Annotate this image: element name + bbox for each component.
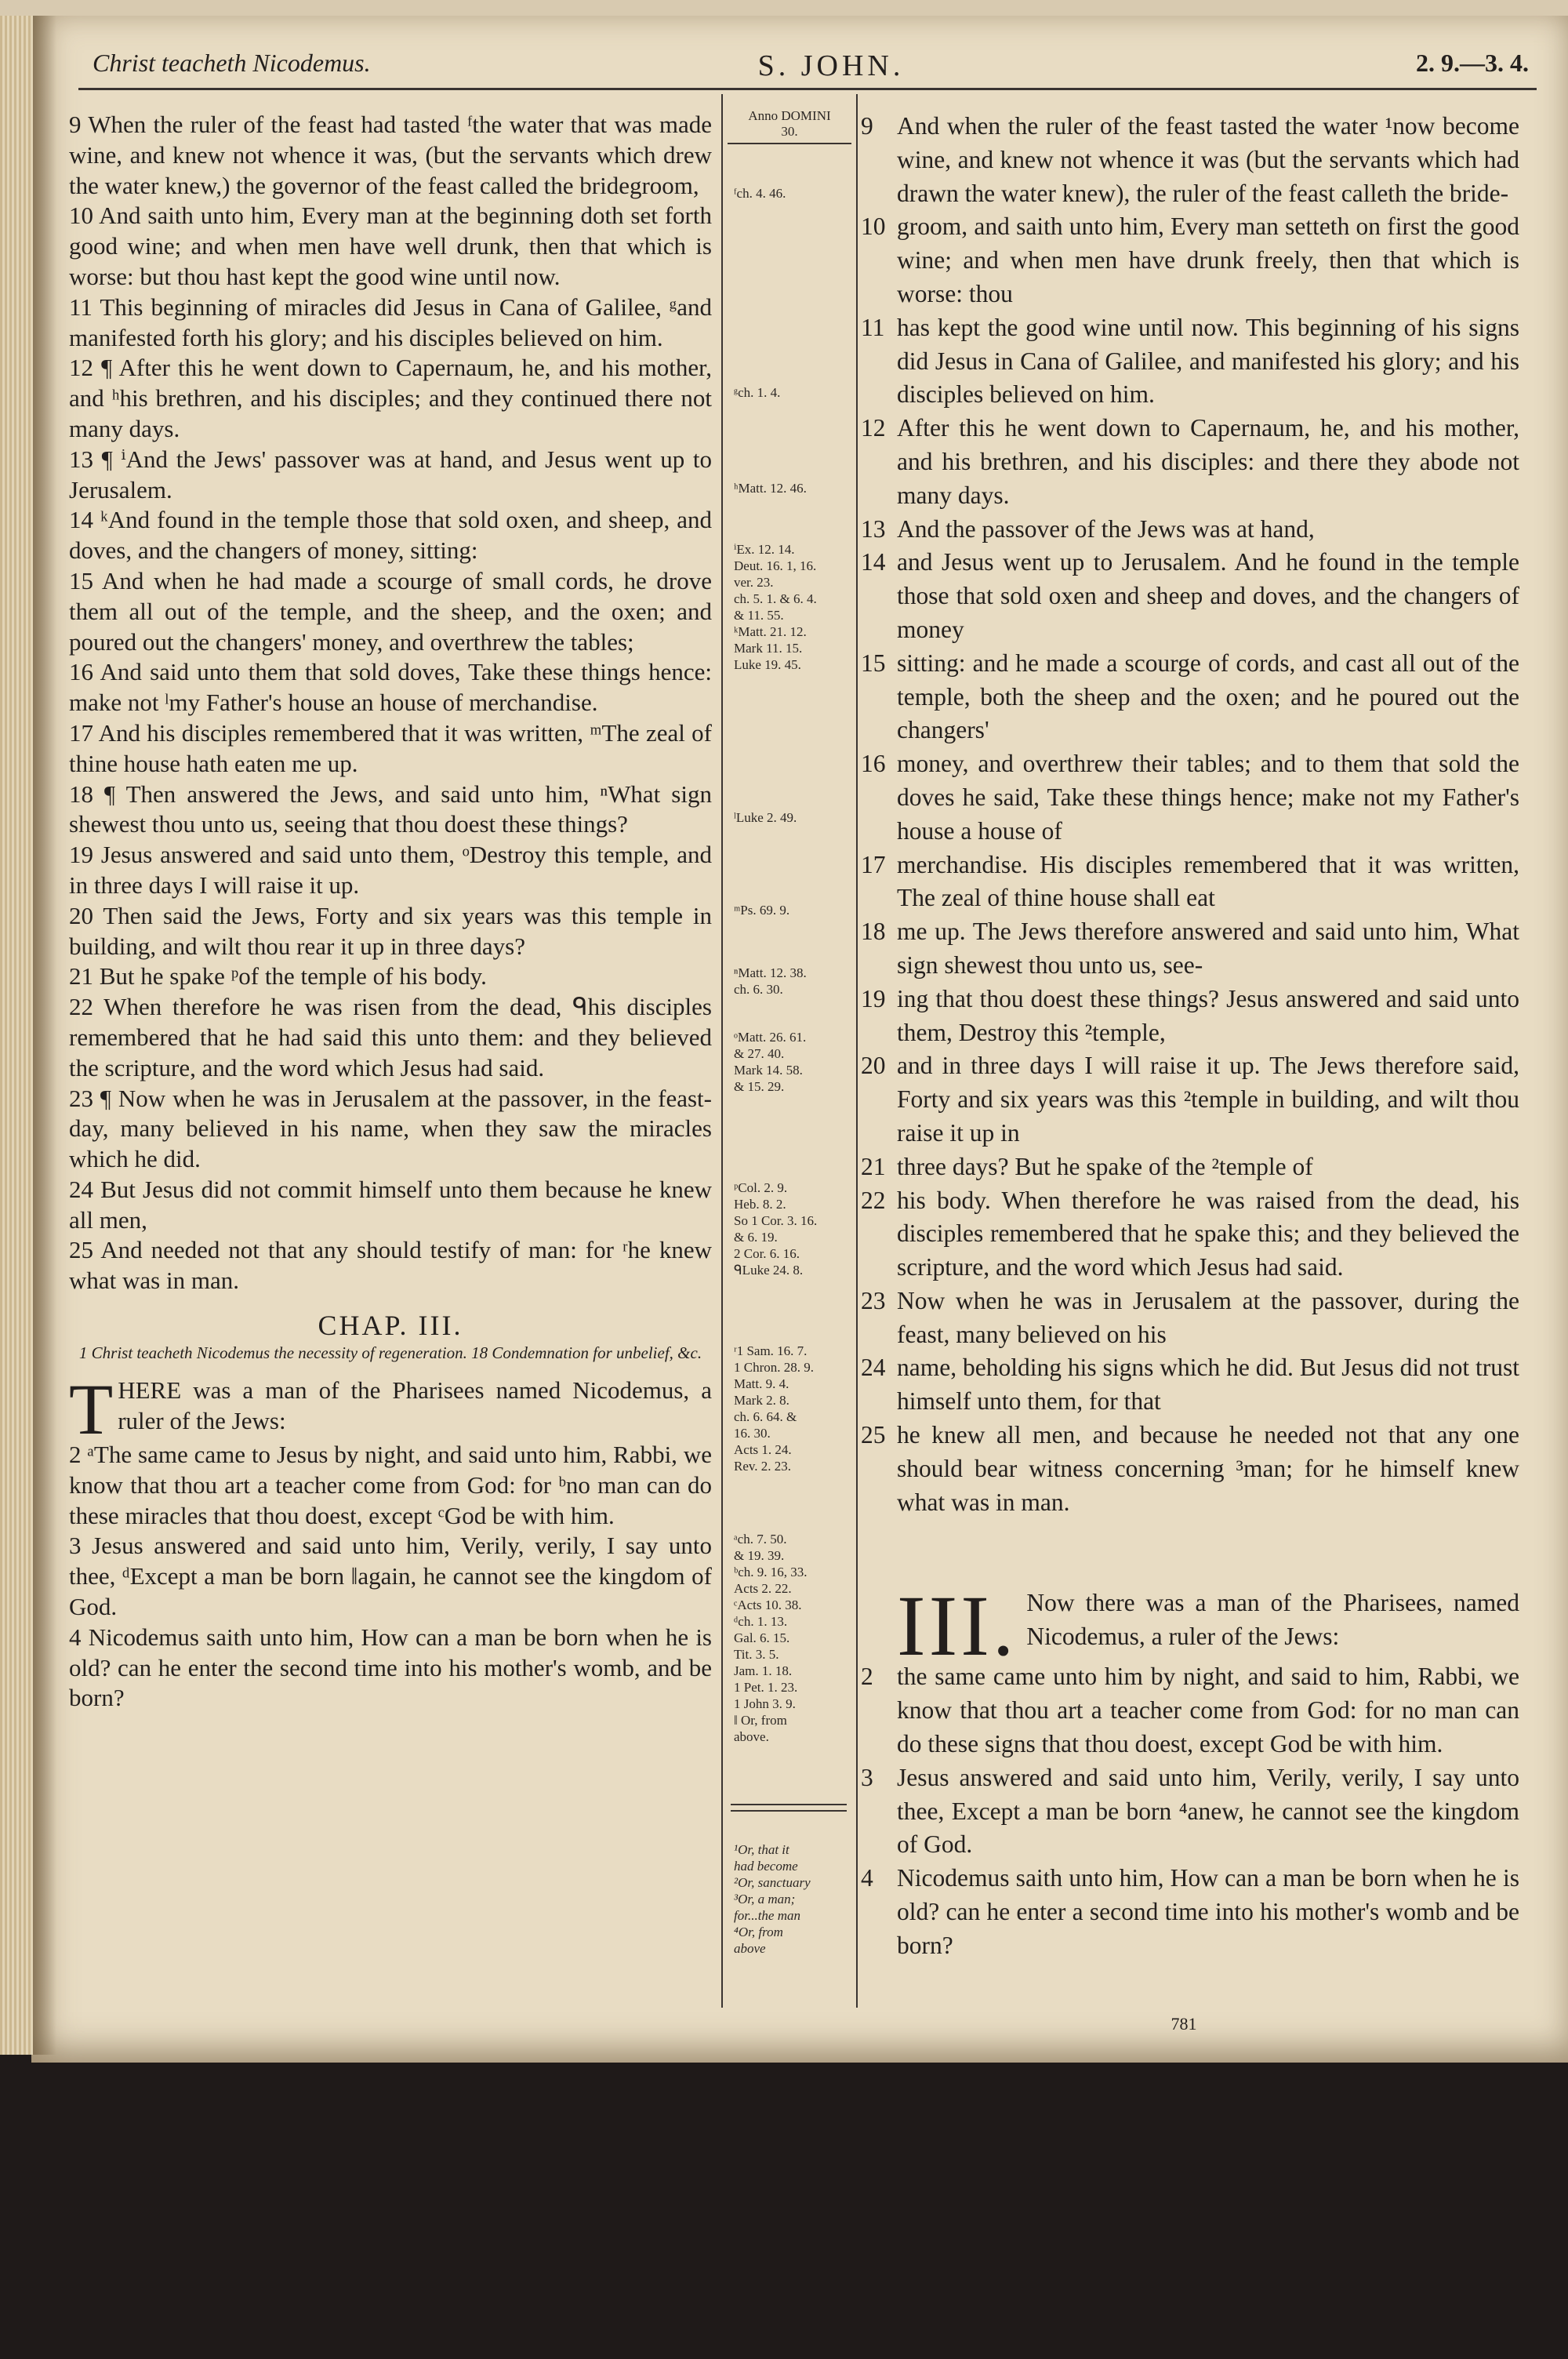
verse-rv-14 [861,546,1519,646]
verse-rv-3-2 [861,1660,1519,1761]
margin-ref-o: ᵒMatt. 26. 61. & 27. 40. Mark 14. 58. & 15. 29. [734,1030,807,1094]
verse-rv-19 [861,983,1519,1050]
verse-av-19: 19 Jesus answered and said unto them, ᵒDestroy this temple, and in three days I will raise it up. [69,841,712,899]
verse-rv-12 [861,412,1519,512]
verse-text: has kept the good wine until now. This beginning of his signs did Jesus in Cana of Galilee, and manifested his glory; and his disciples believed on him. [897,313,1519,409]
verse-rv-22 [861,1184,1519,1285]
verse-av-13: 13 ¶ ⁱAnd the Jews' passover was at hand, and Jesus went up to Jerusalem. [69,445,712,503]
verse-av-23: 23 ¶ Now when he was in Jerusalem at the passover, in the feast-day, many believed in his name, when they saw the miracles which he did. [69,1084,712,1173]
verse-number: 25 [861,1421,886,1449]
verse-rv-3-3 [861,1761,1519,1862]
margin-ref-n: ⁿMatt. 12. 38. ch. 6. 30. [734,965,807,997]
rv-margin-notes: ¹Or, that it had become ²Or, sanctuary ³Or, a man; for...the man ⁴Or, from above [734,1842,811,1956]
margin-ref-m: ᵐPs. 69. 9. [734,903,790,918]
verse-av-3-2: 2 ᵃThe same came to Jesus by night, and said unto him, Rabbi, we know that thou art a teacher come from God: for ᵇno man can do these miracles that thou doest, except ᶜGod be with him. [69,1441,712,1529]
verse-number: 10 [861,213,886,241]
verse-number: 13 [861,514,886,543]
verse-rv-17 [861,849,1519,916]
margin-ref-r: ʳ1 Sam. 16. 7. 1 Chron. 28. 9. Matt. 9. 4. Mark 2. 8. ch. 6. 64. & 16. 30. Acts 1. 24. Rev. 2. 23. [734,1343,814,1474]
verse-rv-24 [861,1351,1519,1419]
notes-rule [731,1804,847,1805]
chapter-numeral: III. [897,1578,1018,1674]
verse-number: 12 [861,414,886,442]
page-number: 781 [1171,2014,1197,2034]
drop-cap: T [69,1369,114,1450]
verse-number: 3 [861,1763,873,1791]
anno-domini-label: Anno DOMINI [748,108,831,123]
verse-number: 9 [861,112,873,140]
verse-av-3-1: HERE was a man of the Pharisees named Nicodemus, a ruler of the Jews: [118,1376,712,1434]
verse-av-21: 21 But he spake ᵖof the temple of his body. [69,962,487,990]
verse-text: Jesus answered and said unto him, Verily, verily, I say unto thee, Except a man be born ⁴anew, he cannot see the kingdom of God. [897,1763,1519,1859]
verse-text: And the passover of the Jews was at hand, [897,514,1315,543]
verse-av-17: 17 And his disciples remembered that it was written, ᵐThe zeal of thine house hath eaten me up. [69,718,712,777]
verse-number: 24 [861,1354,886,1382]
verse-text: After this he went down to Capernaum, he, and his mother, and his brethren, and his disciples: and there they abode not many days. [897,414,1519,509]
verse-number: 15 [861,649,886,677]
verse-rv-13 [861,513,1519,547]
verse-number: 18 [861,918,886,946]
verse-text: And when the ruler of the feast tasted the water ¹now become wine, and knew not whence it was (but the servants which had drawn the water knew), the ruler of the feast calleth the bride- [897,112,1519,207]
verse-av-15: 15 And when he had made a scourge of small cords, he drove them all out of the temple, and the sheep, and the oxen; and poured out the changers' money, and overthrew the tables; [69,566,712,656]
chapter-summary: 1 Christ teacheth Nicodemus the necessity of regeneration. 18 Condemnation for unbelief, &c. [78,1343,702,1363]
verse-text: and in three days I will raise it up. The Jews therefore said, Forty and six years was this ²temple in building, and wilt thou raise it up in [897,1052,1519,1147]
margin-ref-i-k: ⁱEx. 12. 14. Deut. 16. 1, 16. ver. 23. ch. 5. 1. & 6. 4. & 11. 55. ᵏMatt. 21. 12. Mark 11. 15. Luke 19. 45. [734,542,817,672]
running-head-book: S. JOHN. [757,49,905,82]
verse-number: 22 [861,1186,886,1214]
running-head-reference: 2. 9.—3. 4. [1416,49,1529,77]
verse-av-10: 10 And saith unto him, Every man at the beginning doth set forth good wine; and when men have well drunk, then that which is worse: but thou hast kept the good wine until now. [69,202,712,290]
desk-surface [0,2055,1568,2359]
verse-av-12: 12 ¶ After this he went down to Capernaum, he, and his mother, and ʰhis brethren, and his disciples; and they continued there not many days. [69,354,712,442]
running-head-left: Christ teacheth Nicodemus. [93,49,371,77]
centre-margin-references [721,94,858,1744]
verse-number: 19 [861,984,886,1012]
verse-text: Now there was a man of the Pharisees, named Nicodemus, a ruler of the Jews: [1026,1589,1519,1651]
verse-number: 23 [861,1286,886,1314]
margin-ref-f: ᶠch. 4. 46. [734,186,786,201]
verse-av-20: 20 Then said the Jews, Forty and six years was this temple in building, and wilt thou rear it up in three days? [69,901,712,960]
verse-rv-9 [861,110,1519,210]
verse-av-14: 14 ᵏAnd found in the temple those that sold oxen, and sheep, and doves, and the changers of money, sitting: [69,506,712,565]
verse-rv-3-4 [861,1862,1519,1962]
verse-rv-3-1 [861,1578,1519,1674]
verse-rv-15 [861,647,1519,747]
margin-ref-h: ʰMatt. 12. 46. [734,481,807,496]
verse-number: 4 [861,1864,873,1892]
verse-text: three days? But he spake of the ²temple of [897,1152,1313,1180]
verse-text: money, and overthrew their tables; and to them that sold the doves he said, Take these things hence; make not my Father's house a house of [897,750,1519,845]
verse-av-25: 25 And needed not that any should testify of man: for ʳhe knew what was in man. [69,1236,712,1295]
header-rule [78,88,1537,90]
verse-number: 2 [861,1663,873,1691]
verse-av-3-4: 4 Nicodemus saith unto him, How can a man be born when he is old? can he enter the second time into his mother's womb, and be born? [69,1623,712,1712]
verse-text: groom, and saith unto him, Every man setteth on first the good wine; and when men have drunk freely, then that which is worse: thou [897,213,1519,307]
verse-rv-16 [861,747,1519,848]
verse-text: Now when he was in Jerusalem at the passover, during the feast, many believed on his [897,1286,1519,1348]
binding-gutter [33,16,56,2055]
verse-rv-21 [861,1150,1519,1184]
verse-number: 21 [861,1152,886,1180]
verse-number: 17 [861,850,886,878]
chapter-heading: CHAP. III. [318,1310,463,1342]
verse-av-3-3: 3 Jesus answered and said unto him, Verily, verily, I say unto thee, ᵈExcept a man be born ‖again, he cannot see the kingdom of God. [69,1532,712,1621]
verse-rv-23 [861,1285,1519,1352]
verse-text: merchandise. His disciples remembered that it was written, The zeal of thine house shall eat [897,850,1519,912]
verse-av-18: 18 ¶ Then answered the Jews, and said unto him, ⁿWhat sign shewest thou unto us, seeing that thou doest these things? [69,780,712,838]
verse-text: and Jesus went up to Jerusalem. And he found in the temple those that sold oxen and sheep and doves, and the changers of money [897,548,1519,643]
anno-domini-year: 30. [728,123,851,144]
verse-av-9: 9 When the ruler of the feast had tasted ᶠthe water that was made wine, and knew not whence it was, (but the servants which drew the water knew,) the governor of the feast called the bridegroom, [69,111,712,199]
revised-version-margin-notes [721,1678,858,2008]
margin-ref-p-q: ᵖCol. 2. 9. Heb. 8. 2. So 1 Cor. 3. 16. & 6. 19. 2 Cor. 6. 16. ᑫLuke 24. 8. [734,1180,818,1278]
authorized-version-column [69,110,712,1714]
notes-rule-2 [731,1810,847,1812]
margin-ref-g: ᵍch. 1. 4. [734,385,781,400]
verse-rv-11 [861,311,1519,412]
revised-version-column [861,110,1519,1963]
verse-number: 11 [861,313,885,341]
verse-text: me up. The Jews therefore answered and said unto him, What sign shewest thou unto us, see- [897,918,1519,979]
verse-text: the same came unto him by night, and said to him, Rabbi, we know that thou art a teacher come from God: for no man can do these signs that thou doest, except God be with him. [897,1663,1519,1758]
verse-text: sitting: and he made a scourge of cords, and cast all out of the temple, both the sheep and the oxen; and he poured out the changers' [897,649,1519,744]
margin-ref-l: ˡLuke 2. 49. [734,810,797,825]
verse-text: Nicodemus saith unto him, How can a man be born when he is old? can he enter a second time into his mother's womb and be born? [897,1864,1519,1959]
verse-text: ing that thou doest these things? Jesus answered and said unto them, Destroy this ²temple, [897,984,1519,1046]
verse-text: his body. When therefore he was raised from the dead, his disciples remembered that he spake this; and they believed the scripture, and the word which Jesus had said. [897,1186,1519,1281]
verse-number: 14 [861,548,886,576]
verse-av-11: 11 This beginning of miracles did Jesus in Cana of Galilee, ᵍand manifested forth his glory; and his disciples believed on him. [69,293,712,351]
verse-av-16: 16 And said unto them that sold doves, Take these things hence: make not ˡmy Father's house an house of merchandise. [69,658,712,717]
verse-av-22: 22 When therefore he was risen from the dead, ᑫhis disciples remembered that he had said this unto them: and they believed the scripture, and the word which Jesus had said. [69,993,712,1081]
verse-number: 20 [861,1052,886,1080]
verse-number: 16 [861,750,886,778]
verse-rv-20 [861,1049,1519,1150]
verse-av-24: 24 But Jesus did not commit himself unto them because he knew all men, [69,1175,712,1234]
page-stack-edge [0,16,33,2055]
margin-ref-chap3: ᵃch. 7. 50. & 19. 39. ᵇch. 9. 16, 33. Acts 2. 22. ᶜActs 10. 38. ᵈch. 1. 13. Gal. 6. 15. Tit. 3. 5. Jam. 1. 18. 1 Pet. 1. 23. 1 John 3. 9. ‖ Or, from above. [734,1532,808,1744]
verse-text: name, beholding his signs which he did. But Jesus did not trust himself unto them, for that [897,1354,1519,1416]
verse-rv-25 [861,1419,1519,1519]
verse-rv-18 [861,915,1519,983]
verse-text: he knew all men, and because he needed not that any one should bear witness concerning ³man; for he himself knew what was in man. [897,1421,1519,1516]
verse-rv-10 [861,210,1519,311]
